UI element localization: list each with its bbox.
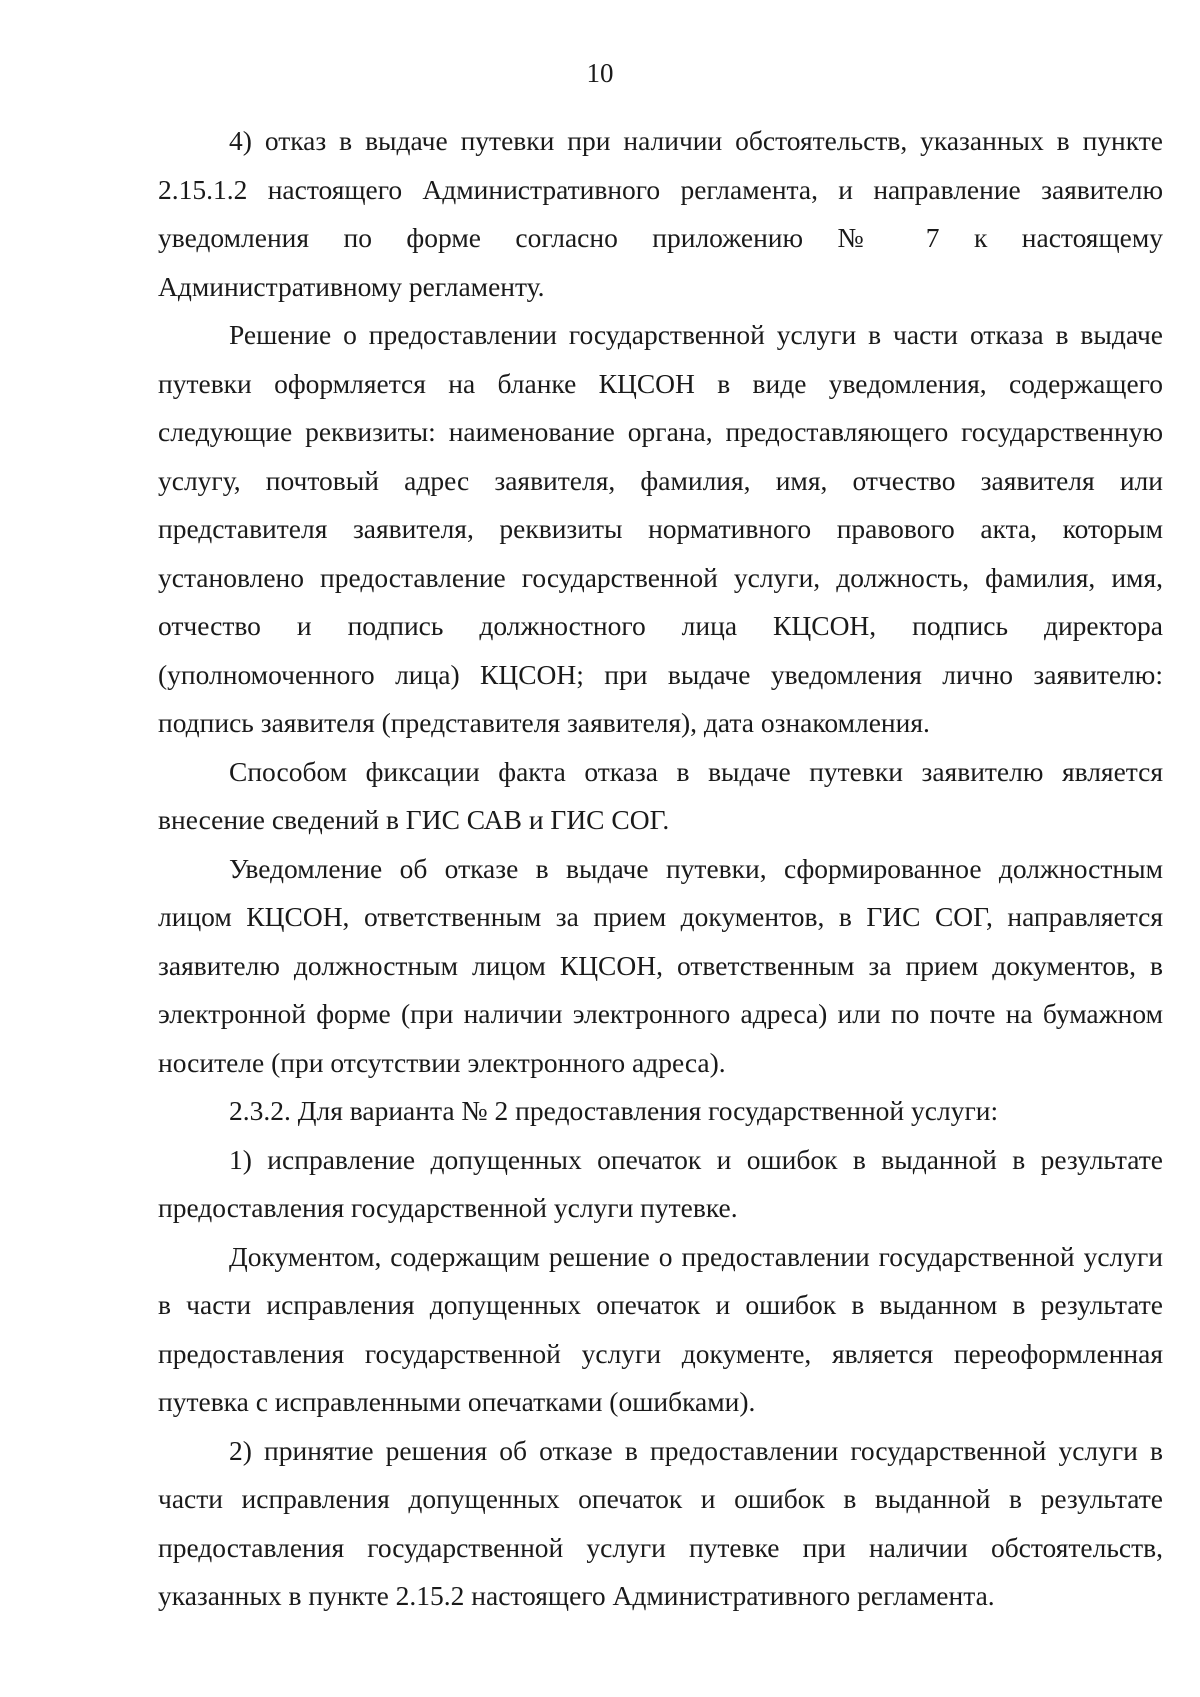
document-body — [158, 117, 1163, 1621]
paragraph-refusal-recording: Способом фиксации факта отказа в выдаче путевки заявителю является внесение сведений в ГИС САВ и ГИС СОГ. — [158, 755, 1163, 835]
paragraph-correction-item-1: 1) исправление допущенных опечаток и ошибок в выданной в результате предоставления государственной услуги путевке. — [158, 1143, 1163, 1223]
paragraph-refusal-decision: Решение о предоставлении государственной услуги в части отказа в выдаче путевки оформляется на бланке КЦСОН в виде уведомления, содержащего следующие реквизиты: наименование органа, предоставляющего государственную услугу, почтовый адрес заявителя, фамилия, имя, отчество заявителя или представителя заявителя, реквизиты нормативного правового акта, которым установлено предоставление государственной услуги, должность, фамилия, имя, отчество и подпись должностного лица КЦСОН, подпись директора (уполномоченного лица) КЦСОН; при выдаче уведомления лично заявителю: подпись заявителя (представителя заявителя), дата ознакомления. — [158, 319, 1163, 738]
page-number: 10 — [586, 58, 614, 88]
paragraph-refusal-notification: Уведомление об отказе в выдаче путевки, сформированное должностным лицом КЦСОН, ответственным за прием документов, в ГИС СОГ, направляется заявителю должностным лицом КЦСОН, ответственным за прием документов, в электронной форме (при наличии электронного адреса) или по почте на бумажном носителе (при отсутствии электронного адреса). — [158, 852, 1163, 1078]
paragraph-correction-item-2: 2) принятие решения об отказе в предоставлении государственной услуги в части исправления допущенных опечаток и ошибок в выданной в результате предоставления государственной услуги путевке при наличии обстоятельств, указанных в пункте 2.15.2 настоящего Административного регламента. — [158, 1434, 1163, 1611]
paragraph-correction-document: Документом, содержащим решение о предоставлении государственной услуги в части исправления допущенных опечаток и ошибок в выданном в результате предоставления государственной услуги документе, является переоформленная путевка с исправленными опечатками (ошибками). — [158, 1240, 1163, 1417]
paragraph-section-2-3-2: 2.3.2. Для варианта № 2 предоставления государственной услуги: — [229, 1095, 999, 1126]
paragraph-refusal-item-4: 4) отказ в выдаче путевки при наличии обстоятельств, указанных в пункте 2.15.1.2 настоящего Административного регламента, и направление заявителю уведомления по форме согласно приложению № 7 к настоящему Административному регламенту. — [158, 125, 1163, 302]
